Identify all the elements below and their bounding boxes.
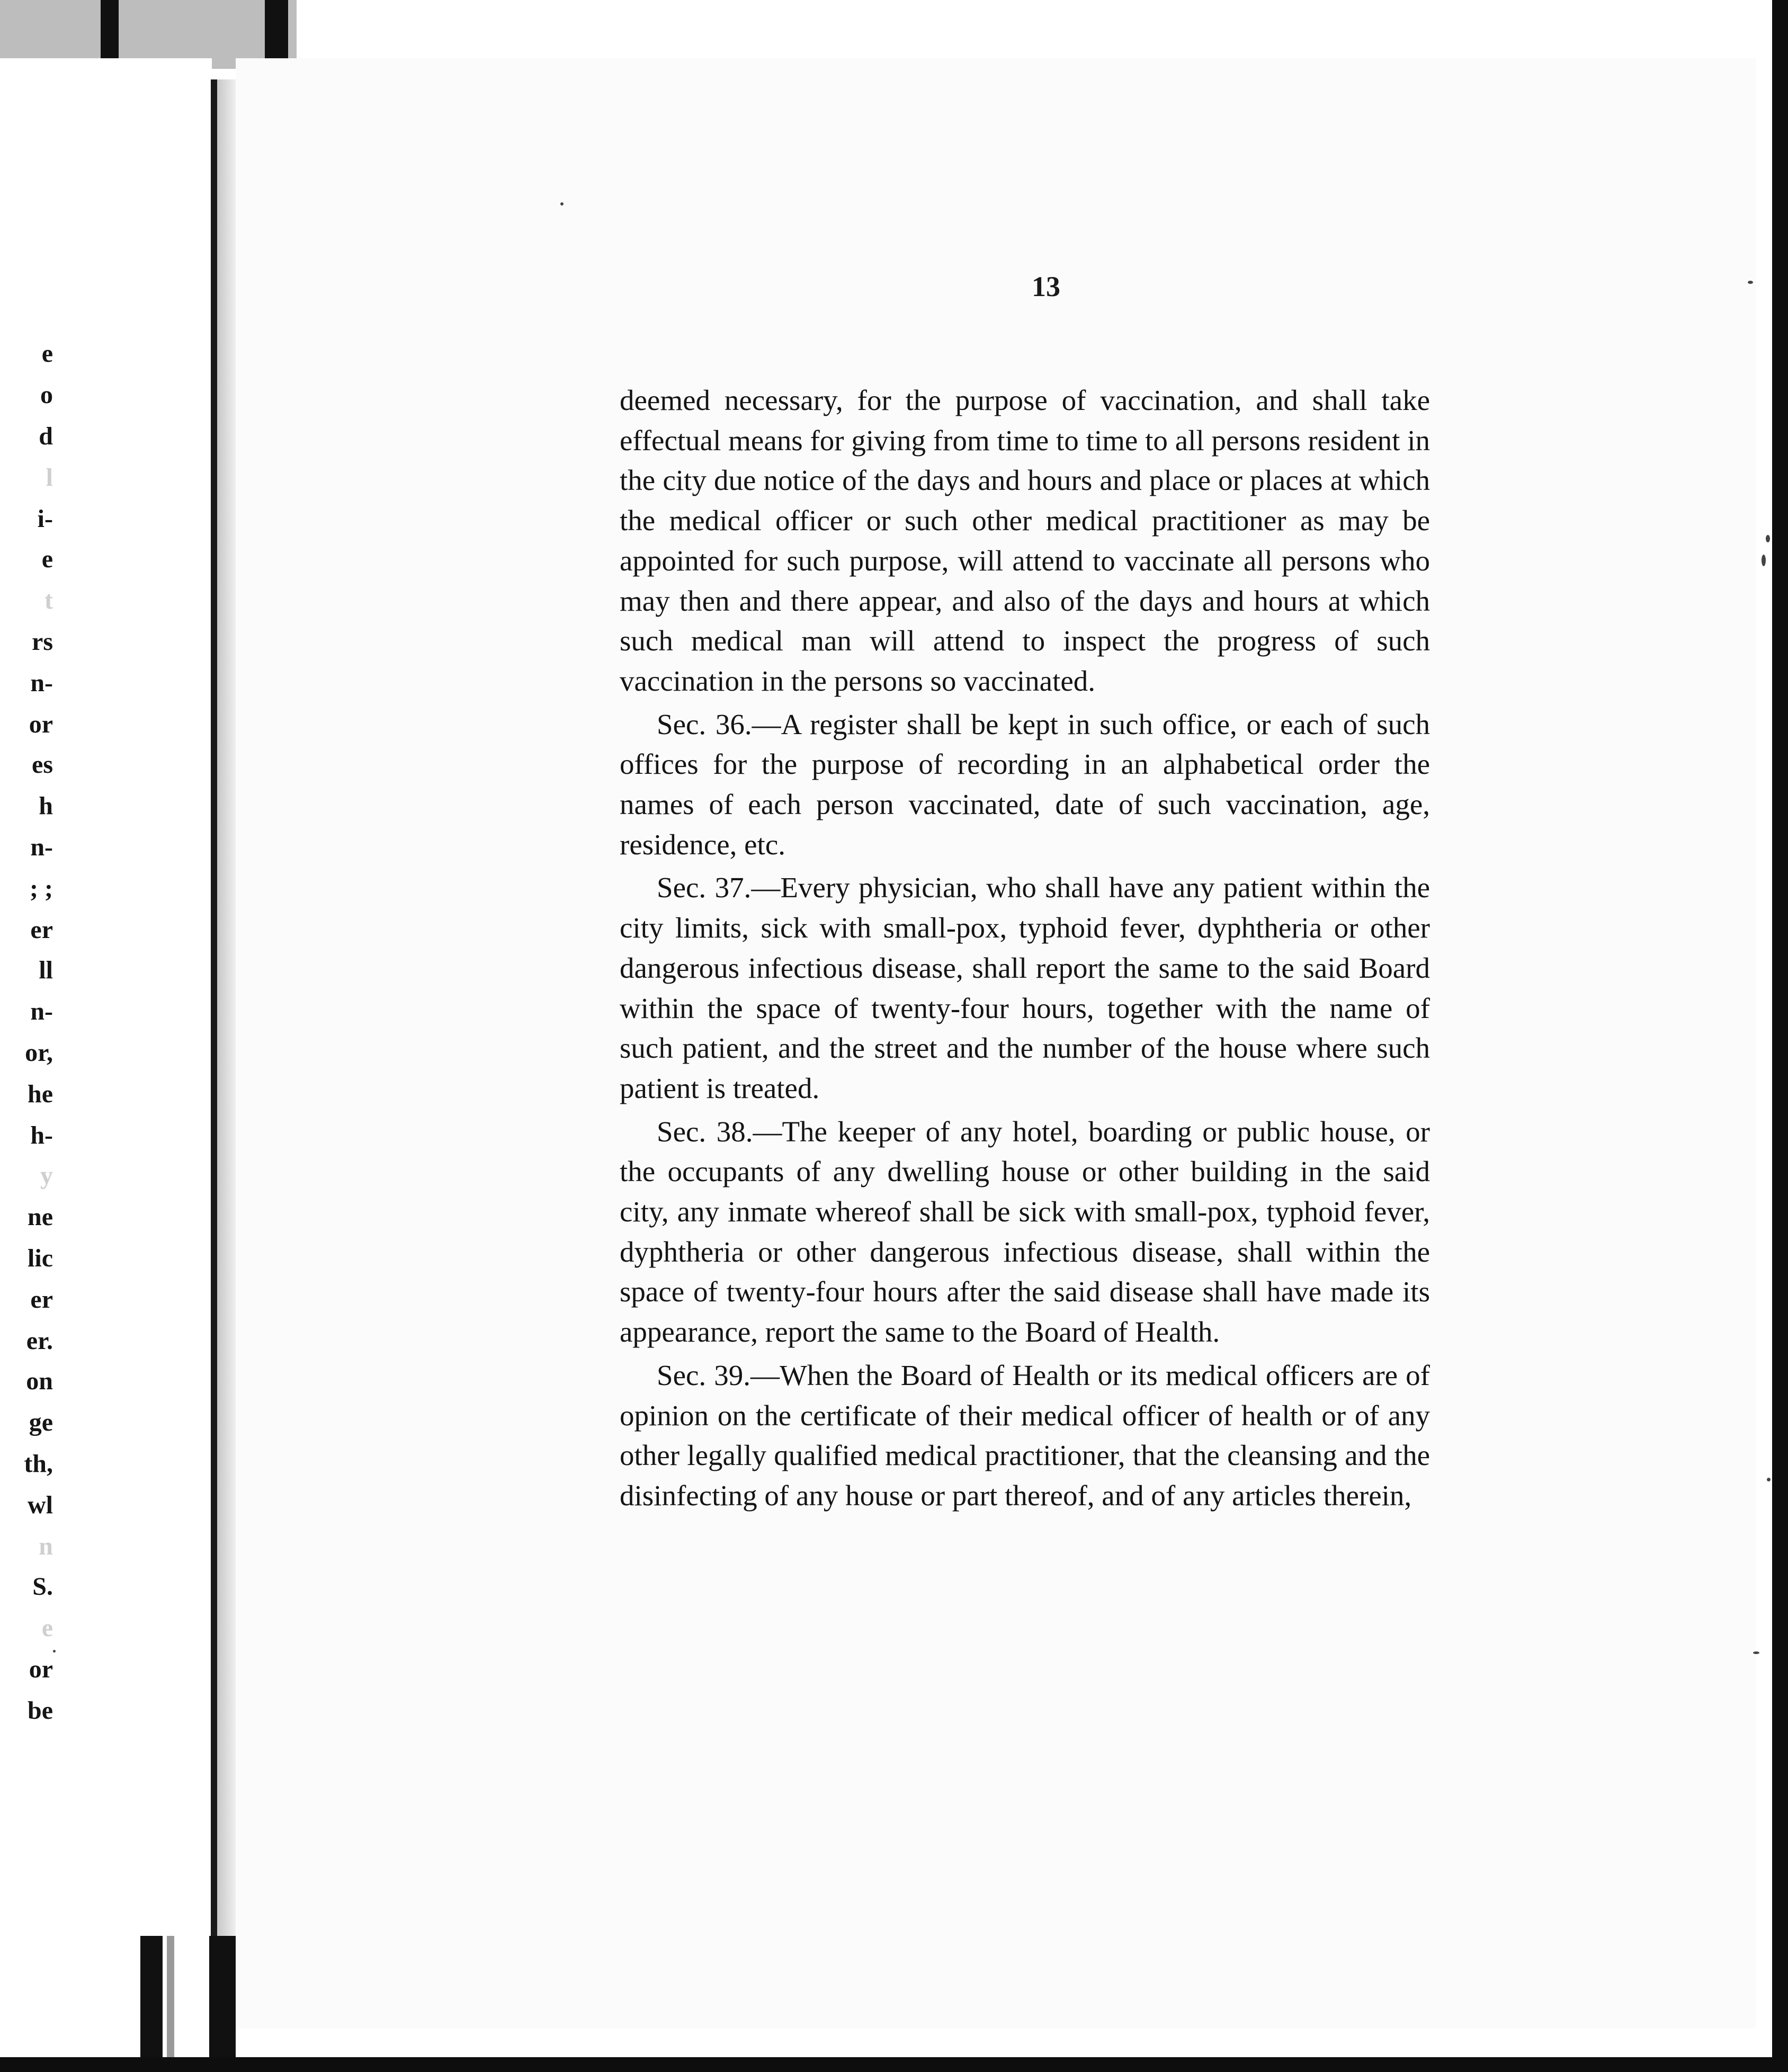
scan-speck: [560, 202, 564, 206]
facing-page-text: er.: [26, 1327, 53, 1355]
facing-page-text: er: [30, 1285, 53, 1314]
facing-page-text: y: [40, 1162, 53, 1190]
facing-page-text: h-: [30, 1121, 53, 1149]
paragraph-vaccination-notice: deemed necessary, for the purpose of vaccination, and shall take effectual means for giving from time to time to all persons resident in the city due notice of the days and hours and place or places at which the medical officer or such other medical practitioner as may be appointed for such purpose, will attend to vaccinate all persons who may then and there appear, and also of the days and hours at which such medical man will attend to inspect the progress of such vaccination in the persons so vaccinated.: [620, 384, 1430, 697]
scan-speck: [1753, 1651, 1759, 1654]
scan-speck: [1748, 281, 1753, 284]
facing-page-text: e: [41, 1614, 53, 1642]
facing-page-text: er: [30, 916, 53, 944]
facing-page-text: d: [39, 422, 53, 450]
facing-page-text: t: [44, 586, 53, 614]
paragraph-sec-36: Sec. 36.—A register shall be kept in such office, or each of such offices for the purpose of recording in an alphabetical order the names of each person vaccinated, date of such vaccination, age, residence, etc.: [620, 708, 1430, 861]
scan-speck: [53, 1650, 56, 1653]
scan-speck: [1767, 1478, 1771, 1481]
facing-page-text: or: [29, 1655, 53, 1683]
facing-page-text: n-: [30, 669, 53, 697]
facing-page-text: be: [28, 1696, 53, 1725]
scan-speck: [1762, 555, 1766, 566]
facing-page-text: wl: [28, 1491, 53, 1519]
paragraph-sec-38: Sec. 38.—The keeper of any hotel, boarding or public house, or the occupants of any dwelling house or other building in the said city, any inmate whereof shall be sick with small-pox, typhoid fever, dyphtheria or other dangerous infectious disease, shall within the space of twenty-four hours after the said disease shall have made its appearance, report the same to the Board of Health.: [620, 1115, 1430, 1348]
facing-page-text: e: [41, 340, 53, 368]
page-gutter-line: [211, 79, 217, 1944]
facing-page-text: i-: [37, 505, 53, 533]
facing-page-text: n: [39, 1532, 53, 1560]
facing-page-text: rs: [32, 628, 53, 656]
facing-page-fragment: [0, 58, 212, 1944]
facing-page-text: on: [26, 1367, 53, 1395]
scanner-frame-right: [1772, 0, 1788, 2072]
facing-page-text: n-: [30, 997, 53, 1025]
facing-page-text: S.: [32, 1573, 53, 1601]
facing-page-text: n-: [30, 833, 53, 861]
facing-page-text: e: [41, 545, 53, 573]
page-body-text: [620, 380, 1430, 1519]
scan-speck: [1766, 535, 1770, 542]
facing-page-text: or: [29, 710, 53, 738]
facing-page-text: es: [32, 751, 53, 779]
page-gutter-shadow: [217, 79, 237, 1944]
facing-page-text: ge: [29, 1408, 53, 1436]
facing-page-text: o: [40, 381, 53, 409]
facing-page-text: l: [46, 463, 53, 492]
facing-page-text: ; ;: [30, 874, 53, 903]
main-page: [236, 58, 1756, 2029]
binding-mark-bottom-3: [209, 1936, 236, 2057]
paragraph-sec-37: Sec. 37.—Every physician, who shall have any patient within the city limits, sick with small-pox, typhoid fever, dyphtheria or other dangerous infectious disease, shall report the same to the said Board within the space of twenty-four hours, together with the name of such patient, and the street and the number of the house where such patient is treated.: [620, 871, 1430, 1104]
binding-mark-bottom-2: [167, 1936, 174, 2057]
binding-mark-bottom-1: [140, 1936, 163, 2057]
facing-page-text: or,: [25, 1039, 53, 1067]
facing-page-text: ll: [39, 956, 53, 984]
facing-page-text: h: [39, 792, 53, 820]
paragraph-sec-39: Sec. 39.—When the Board of Health or its medical officers are of opinion on the certificate of their medical officer of health or of any other legally qualified medical practitioner, that the cleansing and the disinfecting of any house or part thereof, and of any articles therein,: [620, 1359, 1430, 1512]
facing-page-text: lic: [28, 1244, 53, 1272]
page-number: 13: [1032, 271, 1060, 302]
scanner-frame-bottom: [0, 2057, 1788, 2072]
facing-page-text: he: [28, 1080, 53, 1108]
facing-page-text: th,: [24, 1450, 53, 1478]
facing-page-text: ne: [28, 1203, 53, 1231]
